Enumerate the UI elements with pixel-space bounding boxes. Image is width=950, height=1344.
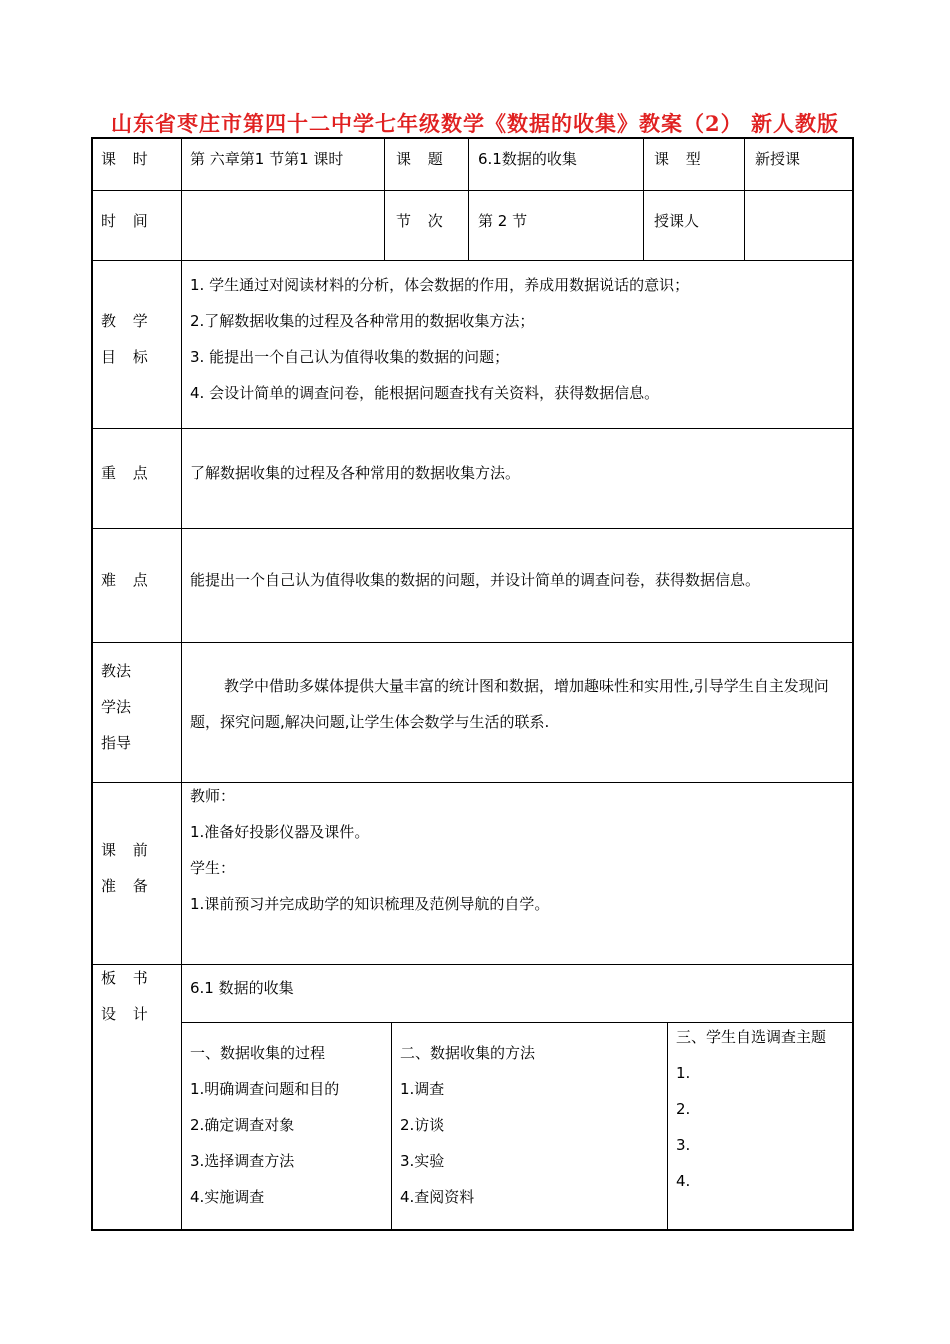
objectives-label-2: 目 标 xyxy=(101,348,154,366)
board-col2-item: 4.查阅资料 xyxy=(400,1188,475,1206)
preparation-label-2: 准 备 xyxy=(101,877,154,895)
preparation-line: 1.课前预习并完成助学的知识梳理及范例导航的自学。 xyxy=(190,895,550,913)
keti-label: 课 题 xyxy=(396,150,449,168)
preparation-line: 教师： xyxy=(190,787,236,805)
board-col3-item: 三、学生自选调查主题 xyxy=(676,1028,827,1046)
preparation-line: 1.准备好投影仪器及课件。 xyxy=(190,823,370,841)
board-col2-item: 二、数据收集的方法 xyxy=(400,1044,536,1062)
jieci-label: 节 次 xyxy=(396,212,449,230)
objective-item: 3. 能提出一个自己认为值得收集的数据的问题； xyxy=(190,348,510,366)
board-col3-item: 3. xyxy=(676,1136,691,1154)
kexing-value: 新授课 xyxy=(755,150,801,168)
shoukeren-label: 授课人 xyxy=(654,212,700,230)
keshi-label: 课 时 xyxy=(101,150,154,168)
objective-item: 1. 学生通过对阅读材料的分析，体会数据的作用，养成用数据说话的意识； xyxy=(190,276,690,294)
shijian-label: 时 间 xyxy=(101,212,154,230)
method-label-3: 指导 xyxy=(101,734,132,752)
objective-item: 2.了解数据收集的过程及各种常用的数据收集方法； xyxy=(190,312,535,330)
preparation-label-1: 课 前 xyxy=(101,841,154,859)
objective-item: 4. 会设计简单的调查问卷，能根据问题查找有关资料，获得数据信息。 xyxy=(190,384,660,402)
kexing-label: 课 型 xyxy=(654,150,707,168)
board-heading: 6.1 数据的收集 xyxy=(190,979,294,997)
difficulty-label: 难 点 xyxy=(101,571,154,589)
keshi-value: 第 六章第1 节第1 课时 xyxy=(190,150,344,168)
jieci-value: 第 2 节 xyxy=(478,212,528,230)
objectives-label-1: 教 学 xyxy=(101,312,154,330)
key-point-label: 重 点 xyxy=(101,464,154,482)
board-col1-item: 一、数据收集的过程 xyxy=(190,1044,326,1062)
board-label-2: 设 计 xyxy=(101,1005,154,1023)
board-col1-item: 3.选择调查方法 xyxy=(190,1152,295,1170)
board-col2-item: 3.实验 xyxy=(400,1152,445,1170)
board-col3-item: 2. xyxy=(676,1100,691,1118)
board-col1-item: 1.明确调查问题和目的 xyxy=(190,1080,340,1098)
method-text: 教学中借助多媒体提供大量丰富的统计图和数据，增加趣味性和实用性,引导学生自主发现问题，探究问题,解决问题,让学生体会数学与生活的联系. xyxy=(190,677,829,731)
method-label-2: 学法 xyxy=(101,698,132,716)
document-title: 山东省枣庄市第四十二中学七年级数学《数据的收集》教案（2） 新人教版 xyxy=(111,111,839,136)
difficulty-text: 能提出一个自己认为值得收集的数据的问题，并设计简单的调查问卷，获得数据信息。 xyxy=(190,571,761,589)
method-label-1: 教法 xyxy=(101,662,132,680)
board-col1-item: 2.确定调查对象 xyxy=(190,1116,295,1134)
board-col2-item: 1.调查 xyxy=(400,1080,445,1098)
board-label-1: 板 书 xyxy=(101,969,154,987)
board-col3-item: 4. xyxy=(676,1172,691,1190)
keti-value: 6.1数据的收集 xyxy=(478,150,577,168)
board-col1-item: 4.实施调查 xyxy=(190,1188,265,1206)
board-col2-item: 2.访谈 xyxy=(400,1116,445,1134)
board-col3-item: 1. xyxy=(676,1064,691,1082)
key-point-text: 了解数据收集的过程及各种常用的数据收集方法。 xyxy=(190,464,521,482)
preparation-line: 学生： xyxy=(190,859,236,877)
